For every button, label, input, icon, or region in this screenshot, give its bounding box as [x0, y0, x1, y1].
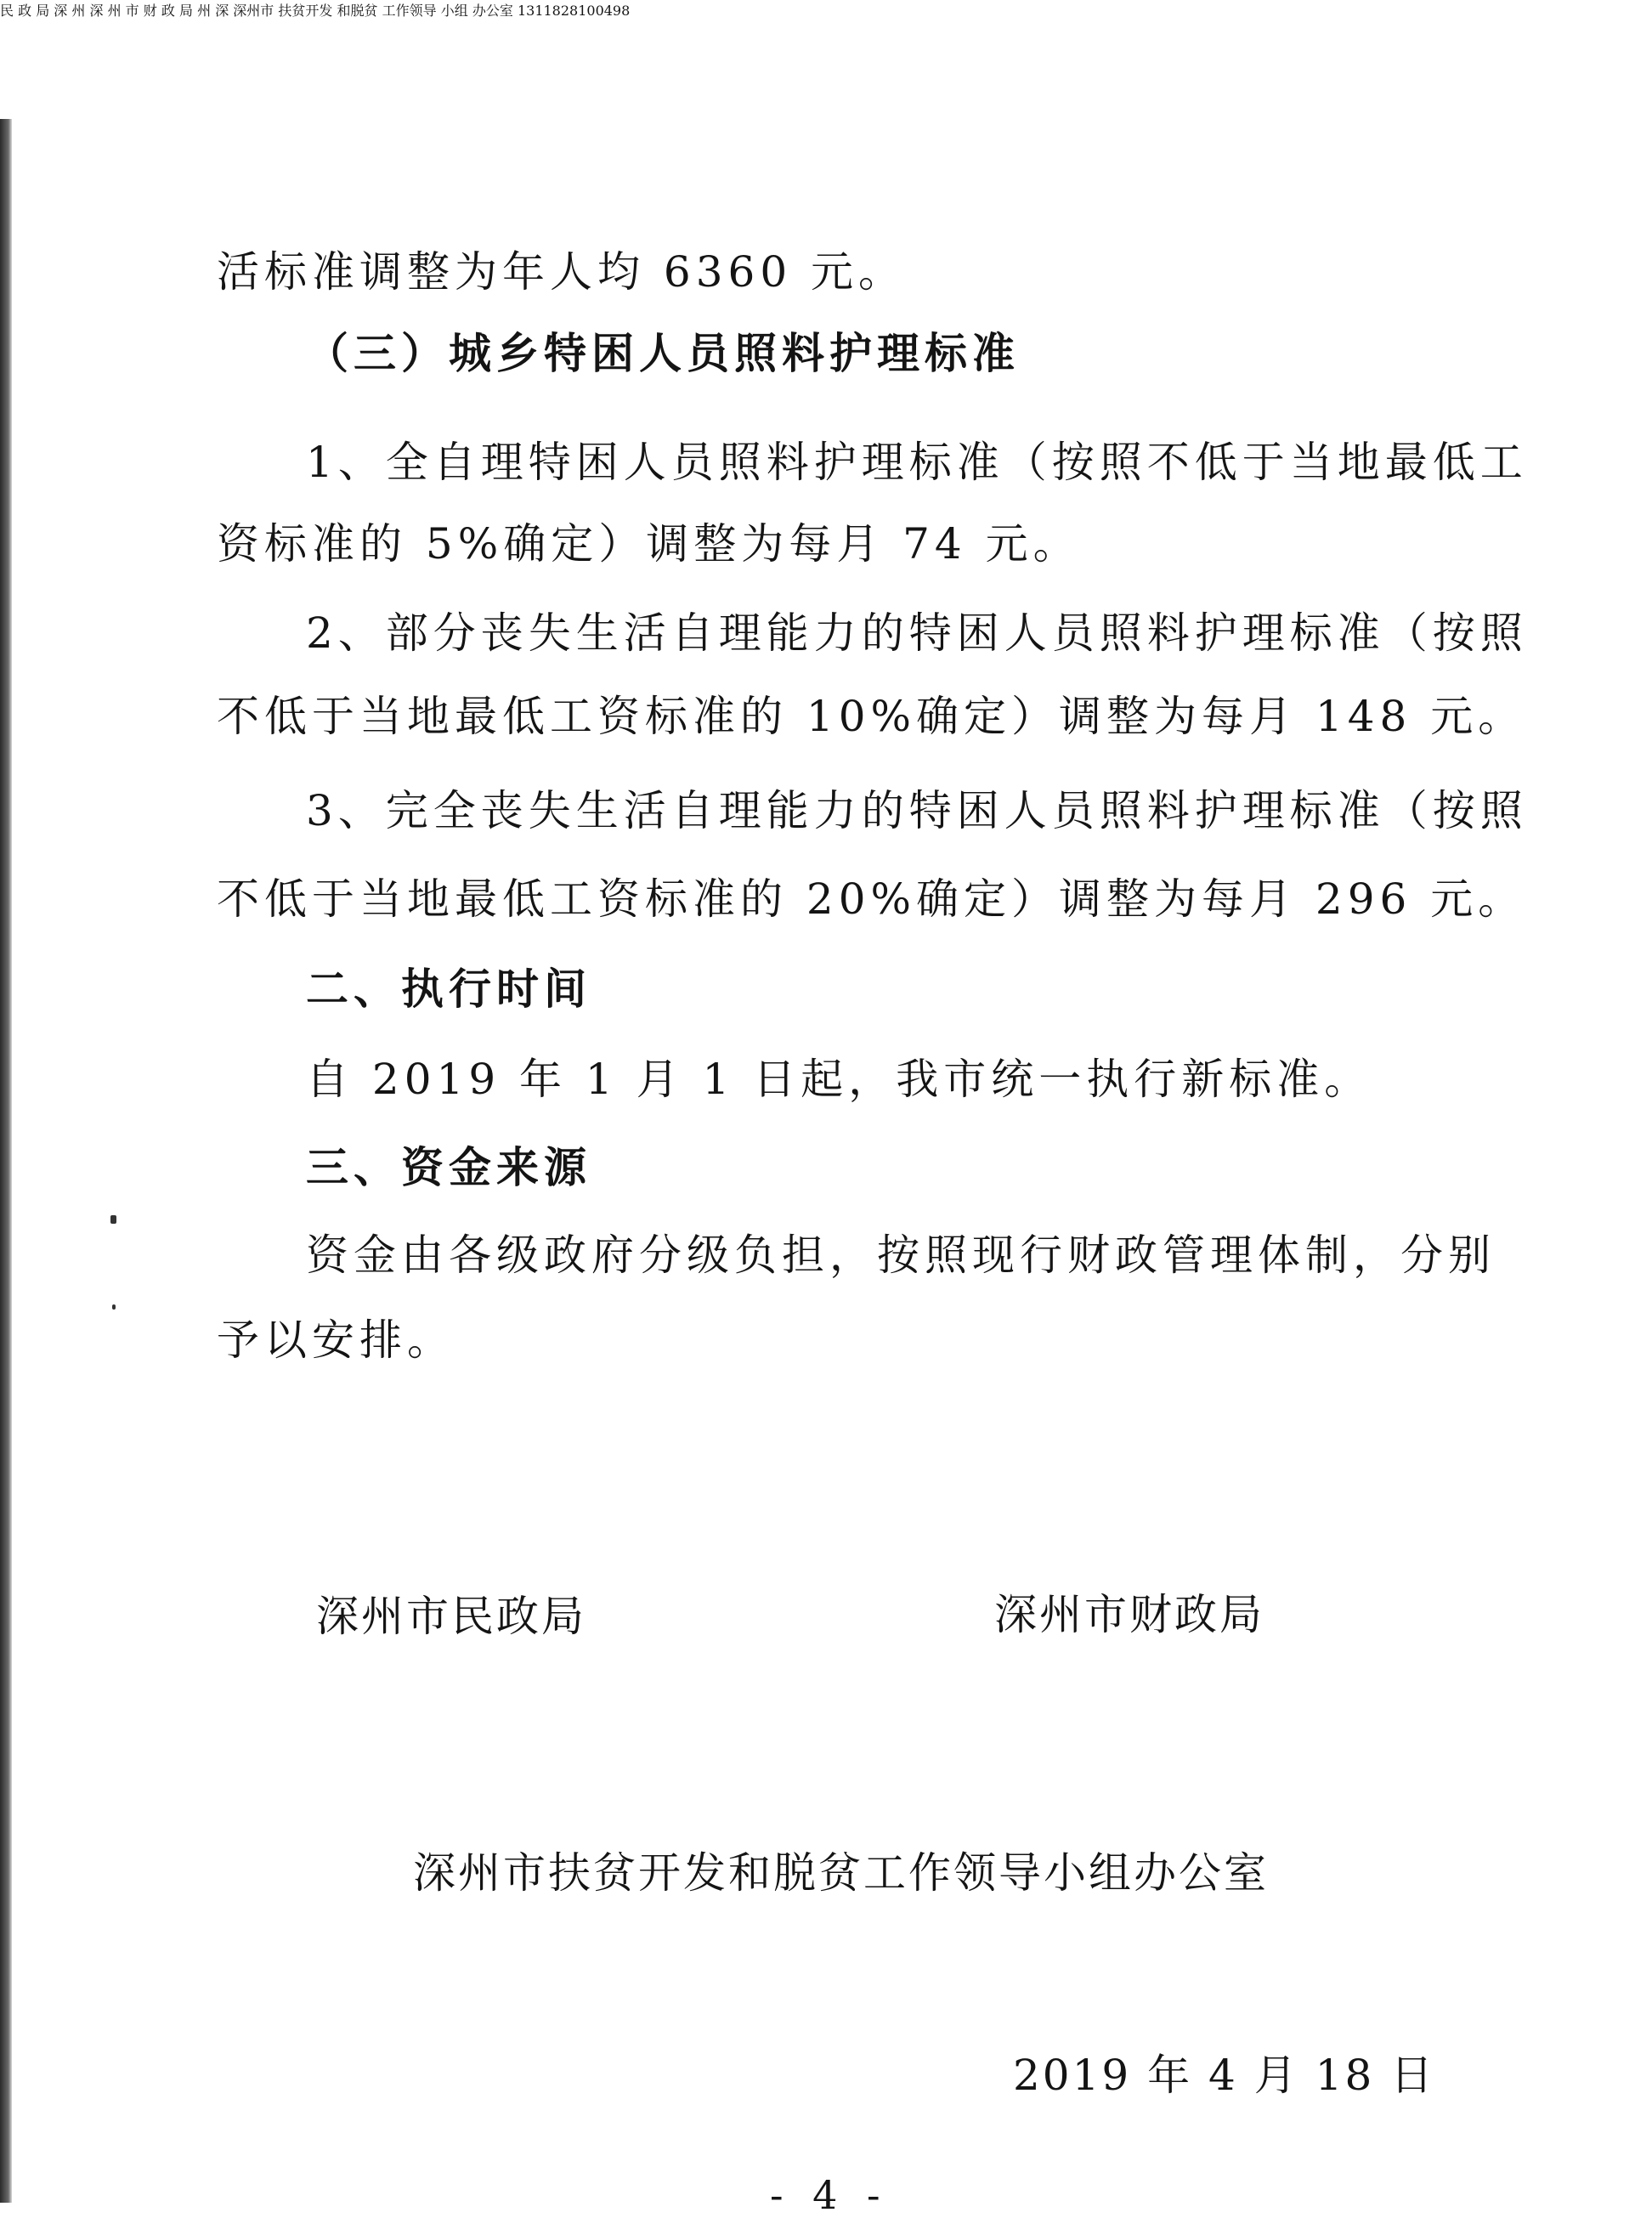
- body-line-12: 资金由各级政府分级负担，按照现行财政管理体制，分别: [306, 1231, 1496, 1280]
- scan-edge-shadow: [0, 119, 12, 2203]
- scan-speck: [112, 1304, 116, 1310]
- seal-poverty-office-serial: 1311828100498: [517, 3, 631, 19]
- body-line-5: 2、部分丧失生活自理能力的特困人员照料护理标准（按照: [306, 608, 1528, 658]
- signature-civil-affairs: 深州市民政局: [316, 1592, 586, 1641]
- heading-funding-source: 三、资金来源: [306, 1143, 591, 1192]
- body-line-6: 不低于当地最低工资标准的 10%确定）调整为每月 148 元。: [217, 692, 1526, 741]
- heading-execution-time: 二、执行时间: [306, 965, 591, 1014]
- body-line-8: 不低于当地最低工资标准的 20%确定）调整为每月 296 元。: [217, 874, 1526, 924]
- seal-poverty-office-center: 办公室: [472, 3, 513, 19]
- page-number: - 4 -: [770, 2172, 889, 2218]
- document-date: 2019 年 4 月 18 日: [1013, 2051, 1436, 2100]
- scan-speck: [110, 1215, 116, 1224]
- body-line-1: 活标准调整为年人均 6360 元。: [217, 247, 907, 297]
- body-line-13: 予以安排。: [217, 1316, 455, 1365]
- subheading-care-standard: （三）城乡特困人员照料护理标准: [306, 329, 1020, 378]
- body-line-4: 资标准的 5%确定）调整为每月 74 元。: [217, 519, 1081, 569]
- signature-finance: 深州市财政局: [994, 1590, 1264, 1639]
- body-line-7: 3、完全丧失生活自理能力的特困人员照料护理标准（按照: [306, 786, 1528, 835]
- signature-poverty-office: 深州市扶贫开发和脱贫工作领导小组办公室: [413, 1848, 1269, 1898]
- seal-finance: [1042, 1414, 1365, 1737]
- body-line-10: 自 2019 年 1 月 1 日起，我市统一执行新标准。: [306, 1055, 1372, 1104]
- body-line-3: 1、全自理特困人员照料护理标准（按照不低于当地最低工: [306, 438, 1528, 487]
